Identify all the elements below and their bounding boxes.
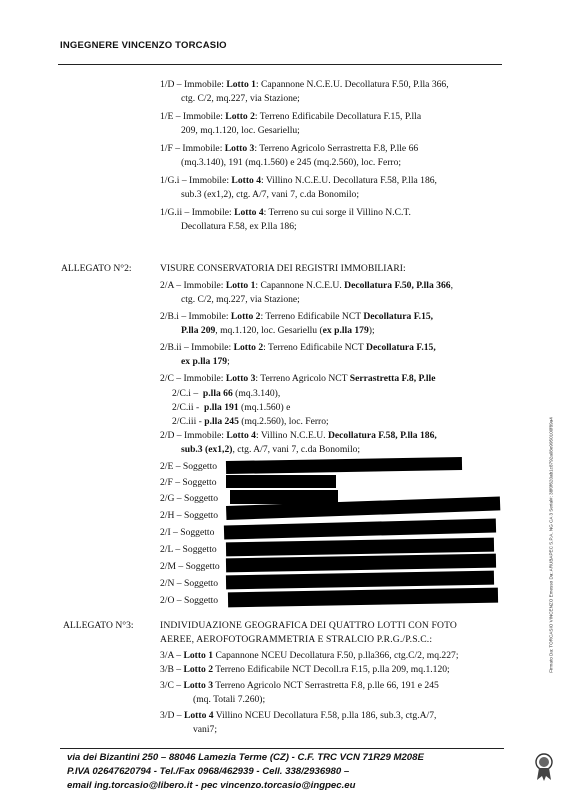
item-1Gi-cont: sub.3 (ex1,2), ctg. A/7, vani 7, c.da Bonomilo; [181,189,359,200]
footer-piva: P.IVA 02647620794 - Tel./Fax 0968/462939 - Cell. 338/2936980 – [67,766,350,777]
allegato3-title-2: AEREE, AEROFOTOGRAMMETRIA E STRALCIO P.R.G./P.S.C.: [160,634,433,645]
a2-line-8: 2/C.ii - p.lla 191 (mq.1.560) e [172,402,291,413]
item-1F: 1/F – Immobile: Lotto 3: Terreno Agricolo Serrastretta F.8, P.lle 66 [160,143,419,154]
a2-line-10: 2/D – Immobile: Lotto 4: Villino N.C.E.U. Decollatura F.58, P.lla 186, [160,430,437,441]
a3-line-1: 3/B – Lotto 2 Terreno Edificabile NCT Decoll.ra F.15, p.lla 209, mq.1.120; [160,664,450,675]
redaction-bar [226,457,462,474]
a2-line-9: 2/C.iii - p.lla 245 (mq.2.560), loc. Ferro; [172,416,329,427]
a2-line-3: P.lla 209, mq.1.120, loc. Gesariellu (ex p.lla 179); [181,325,375,336]
a2-line-7: 2/C.i – p.lla 66 (mq.3.140), [172,388,281,399]
redaction-bar [228,588,498,608]
item-1D: 1/D – Immobile: Lotto 1: Capannone N.C.E.U. Decollatura F.50, P.lla 366, [160,79,449,90]
footer-address: via dei Bizantini 250 – 88046 Lamezia Terme (CZ) - C.F. TRC VCN 71R29 M208E [67,752,424,763]
a2-line-5: ex p.lla 179; [181,356,230,367]
soggetto-E: 2/E – Soggetto [160,461,218,472]
item-1Gi: 1/G.i – Immobile: Lotto 4: Villino N.C.E.U. Decollatura F.58, P.lla 186, [160,175,437,186]
a2-line-6: 2/C – Immobile: Lotto 3: Terreno Agricolo NCT Serrastretta F.8, P.lle [160,373,436,384]
item-1F-cont: (mq.3.140), 191 (mq.1.560) e 245 (mq.2.560), loc. Ferro; [181,157,402,168]
digital-signature-text: Firmato Da: TORCASIO VINCENZO Emesso Da: ARUBAPEC S.P.A. NG CA 3 Serial#: 38f0f620ab1c8792a08e9950100f89a4 [548,417,554,673]
allegato2-title: VISURE CONSERVATORIA DEI REGISTRI IMMOBILIARI: [160,263,406,274]
redaction-bar [226,475,336,488]
footer-email: email ing.torcasio@libero.it - pec vincenzo.torcasio@ingpec.eu [67,780,356,791]
soggetto-L: 2/L – Soggetto [160,544,217,555]
header-rule [58,64,502,65]
allegato3-title-1: INDIVIDUAZIONE GEOGRAFICA DEI QUATTRO LOTTI CON FOTO [160,620,458,631]
a2-line-4: 2/B.ii – Immobile: Lotto 2: Terreno Edificabile NCT Decollatura F.15, [160,342,436,353]
a2-line-1: ctg. C/2, mq.227, via Stazione; [181,294,300,305]
a3-line-3: (mq. Totali 7.260); [193,694,266,705]
redaction-bar [226,571,494,590]
soggetto-N: 2/N – Soggetto [160,578,219,589]
a3-line-4: 3/D – Lotto 4 Villino NCEU Decollatura F.58, p.lla 186, sub.3, ctg.A/7, [160,710,437,721]
item-1Gii-cont: Decollatura F.58, ex P.lla 186; [181,221,297,232]
soggetto-M: 2/M – Soggetto [160,561,220,572]
redaction-bar [224,518,496,539]
digital-signature-strip [546,360,556,730]
item-1E: 1/E – Immobile: Lotto 2: Terreno Edificabile Decollatura F.15, P.lla [160,111,422,122]
allegato2-label: ALLEGATO N°2: [61,263,132,274]
a3-line-0: 3/A – Lotto 1 Capannone NCEU Decollatura F.50, p.lla366, ctg.C/2, mq.227; [160,650,459,661]
a3-line-2: 3/C – Lotto 3 Terreno Agricolo NCT Serrastretta F.8, p.lle 66, 191 e 245 [160,680,439,691]
allegato3-label: ALLEGATO N°3: [63,620,134,631]
a2-line-2: 2/B.i – Immobile: Lotto 2: Terreno Edificabile NCT Decollatura F.15, [160,311,434,322]
redaction-bar [226,554,496,573]
soggetto-F: 2/F – Soggetto [160,477,217,488]
soggetto-G: 2/G – Soggetto [160,493,219,504]
a3-line-5: vani7; [193,724,217,735]
item-1E-cont: 209, mq.1.120, loc. Gesariellu; [181,125,300,136]
footer-rule [60,748,504,749]
soggetto-H: 2/H – Soggetto [160,510,219,521]
item-1D-cont: ctg. C/2, mq.227, via Stazione; [181,93,300,104]
soggetto-O: 2/O – Soggetto [160,595,219,606]
page-header-title: INGEGNERE VINCENZO TORCASIO [60,40,227,51]
seal-icon [533,752,555,782]
a2-line-0: 2/A – Immobile: Lotto 1: Capannone N.C.E.U. Decollatura F.50, P.lla 366, [160,280,453,291]
item-1Gii: 1/G.ii – Immobile: Lotto 4: Terreno su cui sorge il Villino N.C.T. [160,207,411,218]
soggetto-I: 2/I – Soggetto [160,527,215,538]
a2-line-11: sub.3 (ex1,2), ctg. A/7, vani 7, c.da Bonomilo; [181,444,361,455]
